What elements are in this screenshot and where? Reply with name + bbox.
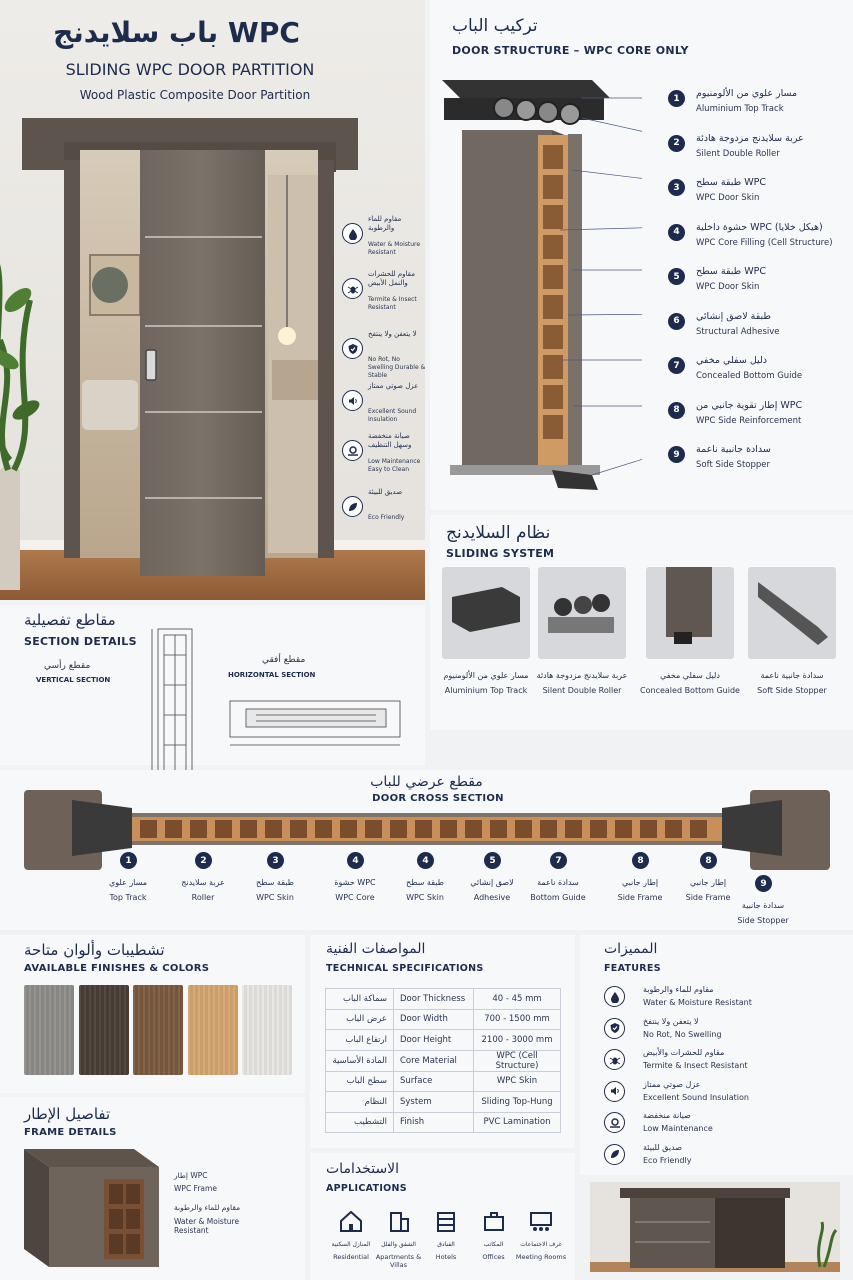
structure-callout: [668, 400, 848, 440]
application-label-en: Apartments & Villas: [375, 1253, 422, 1270]
callout-label-en: WPC Core Filling (Cell Structure): [696, 237, 833, 248]
hero-feature-label-en: Eco Friendly: [368, 514, 405, 521]
spec-row: [326, 1050, 561, 1071]
callout-number: 4: [668, 224, 685, 241]
speaker-icon: [604, 1081, 625, 1102]
callout-label-ar: سدادة ناعمة: [537, 878, 579, 887]
callout-label-en: Structural Adhesive: [696, 326, 780, 337]
spec-row: [326, 989, 561, 1010]
sliding-component: [640, 567, 740, 707]
callout-label-en: Side Stopper: [737, 916, 789, 925]
spec-label-en: Door Width: [394, 1009, 474, 1030]
feature-item: [604, 1046, 849, 1076]
application-label-ar: الشقق والفلل: [381, 1241, 416, 1248]
callout-label-ar: لاصق إنشائي: [470, 878, 514, 887]
specs-table: [325, 988, 561, 1133]
structure-callout: [668, 311, 848, 351]
hero-title-en: SLIDING WPC DOOR PARTITION: [65, 60, 315, 79]
sliding-title-en: SLIDING SYSTEM: [446, 547, 555, 560]
hero-feature-label-ar: لا يتعفن ولا ينتفخ: [368, 330, 417, 338]
shield-check-icon: [342, 338, 363, 359]
feature-label-en: Termite & Insect Resistant: [643, 1061, 748, 1070]
applications-panel: [310, 1153, 575, 1280]
sections-title-en: SECTION DETAILS: [24, 635, 137, 648]
hero-feature-label-en: No Rot, No Swelling Durable & Stable: [368, 356, 425, 379]
spec-label-ar: المادة الأساسية: [326, 1050, 394, 1071]
frame-title-ar: تفاصيل الإطار: [24, 1105, 111, 1123]
callout-label-en: Concealed Bottom Guide: [696, 371, 803, 381]
feature-item: [604, 1141, 849, 1171]
water-drop-icon: [604, 986, 625, 1007]
spec-label-en: Surface: [394, 1071, 474, 1092]
callout-label-ar: حشوة داخلية WPC (هيكل خلايا): [696, 221, 823, 233]
hero-feature-label-ar: صيانة منخفضة وسهل التنظيف: [368, 432, 412, 450]
spec-value: WPC Skin: [474, 1071, 561, 1092]
spec-value: 2100 - 3000 mm: [474, 1030, 561, 1051]
frame-label-1-ar: إطار WPC: [174, 1171, 208, 1180]
meeting-icon: [529, 1209, 553, 1233]
spec-row: [326, 1030, 561, 1051]
structure-title-en: DOOR STRUCTURE – WPC CORE ONLY: [452, 44, 689, 57]
spec-value: Sliding Top-Hung: [474, 1092, 561, 1113]
spec-label-ar: التشطيب: [326, 1112, 394, 1133]
sliding-label-ar: سدادة جانبية ناعمة: [760, 671, 824, 680]
shield-check-icon: [604, 1018, 625, 1039]
callout-number: 1: [120, 852, 137, 869]
feature-label-ar: صيانة منخفضة: [643, 1111, 691, 1120]
hero-feature-item: [340, 270, 425, 320]
spec-value: 40 - 45 mm: [474, 989, 561, 1010]
hero-feature-item: [340, 330, 425, 380]
application-item: [469, 1205, 519, 1280]
features-title-ar: المميزات: [604, 941, 658, 957]
spec-value: 700 - 1500 mm: [474, 1009, 561, 1030]
frame-profile-illustration: [24, 1149, 159, 1274]
structure-panel: [430, 0, 853, 510]
specs-title-ar: المواصفات الفنية: [326, 941, 426, 957]
callout-label-ar: مسار علوي: [108, 878, 148, 887]
sliding-component-photo: [748, 567, 836, 659]
callout-label-en: WPC Skin: [256, 893, 294, 902]
sections-title-ar: مقاطع تفصيلية: [24, 611, 116, 629]
callout-label-en: Silent Double Roller: [696, 148, 780, 159]
callout-number: 2: [668, 135, 685, 152]
cross-callout: [723, 875, 803, 935]
sliding-title-ar: نظام السلايدنج: [446, 523, 551, 543]
feature-label-ar: مقاوم للماء والرطوبة: [643, 985, 714, 994]
feature-label-en: No Rot, No Swelling: [643, 1029, 722, 1039]
callout-number: 7: [550, 852, 567, 869]
spec-row: [326, 1071, 561, 1092]
sliding-label-ar: مسار علوي من الألومنيوم: [443, 671, 529, 680]
sliding-label-en: Concealed Bottom Guide: [640, 686, 740, 695]
specs-title-en: TECHNICAL SPECIFICATIONS: [326, 963, 484, 974]
callout-number: 9: [668, 446, 685, 463]
hero-feature-label-ar: مقاوم للحشرات والنمل الأبيض: [368, 270, 415, 288]
callout-number: 5: [484, 852, 501, 869]
speaker-icon: [342, 390, 363, 411]
callout-label-en: Side Frame: [617, 893, 663, 902]
house-icon: [339, 1209, 363, 1233]
application-label-ar: المنازل السكنية: [331, 1241, 371, 1248]
spec-row: [326, 1009, 561, 1030]
frame-label-2-en: Water & Moisture Resistant: [174, 1217, 240, 1236]
spec-label-ar: عرض الباب: [326, 1009, 394, 1030]
cross-section-panel: [0, 770, 853, 930]
door-structure-cutaway: [442, 70, 642, 510]
hero-subtitle: Wood Plastic Composite Door Partition: [79, 88, 311, 102]
callout-label-ar: سدادة جانبية: [741, 901, 785, 910]
callout-label-ar: طبقة سطح: [405, 878, 445, 887]
structure-callout: [668, 222, 848, 262]
apps-title-ar: الاستخدامات: [326, 1161, 400, 1177]
cross-callout: [88, 852, 168, 912]
application-item: [374, 1205, 424, 1280]
callout-label-ar: طبقة سطح WPC: [696, 266, 767, 277]
spec-label-en: Core Material: [394, 1050, 474, 1071]
feature-label-en: Excellent Sound Insulation: [643, 1092, 749, 1102]
sliding-label-en: Aluminium Top Track: [444, 686, 528, 695]
installed-door-photo: [590, 1182, 840, 1272]
feature-label-ar: لا يتعفن ولا ينتفخ: [643, 1016, 699, 1026]
callout-number: 9: [755, 875, 772, 892]
frame-label-1-en: WPC Frame: [174, 1184, 217, 1193]
leaf-icon: [342, 496, 363, 517]
section-details-panel: [0, 605, 425, 765]
callout-number: 3: [267, 852, 284, 869]
spec-label-en: Door Thickness: [394, 989, 474, 1010]
structure-callout: [668, 355, 848, 395]
building-icon: [387, 1209, 411, 1233]
feature-label-ar: صديق للبيئة: [643, 1142, 683, 1152]
callout-number: 3: [668, 179, 685, 196]
callout-number: 4: [347, 852, 364, 869]
structure-callout: [668, 177, 848, 217]
callout-label-ar: إطار جانبي: [689, 878, 727, 887]
hero-feature-label-ar: عزل صوتي ممتاز: [368, 382, 419, 390]
gear-hand-icon: [604, 1112, 625, 1133]
application-label-ar: الفنادق: [437, 1241, 455, 1248]
hero-feature-item: [340, 488, 425, 538]
structure-callout: [668, 88, 848, 128]
cross-callout: [315, 852, 395, 912]
hero-feature-item: [340, 215, 425, 265]
spec-label-ar: سطح الباب: [326, 1071, 394, 1092]
callout-number: 1: [668, 90, 685, 107]
hero-feature-label-ar: مقاوم للماء والرطوبة: [368, 215, 402, 233]
application-label-en: Hotels: [435, 1253, 457, 1261]
application-label-en: Meeting Rooms: [515, 1253, 567, 1261]
bug-icon: [604, 1049, 625, 1070]
finishes-title-ar: تشطيبات وألوان متاحة: [24, 941, 165, 959]
hero-feature-label-en: Water & Moisture Resistant: [368, 241, 421, 256]
spec-label-ar: النظام: [326, 1092, 394, 1113]
frame-title-en: FRAME DETAILS: [24, 1127, 117, 1138]
feature-label-en: Water & Moisture Resistant: [643, 998, 752, 1007]
application-item: [516, 1205, 566, 1280]
callout-label-en: Roller: [191, 893, 215, 902]
callout-label-en: WPC Skin: [406, 893, 444, 902]
finish-swatch[interactable]: [133, 985, 183, 1075]
callout-label-en: Adhesive: [473, 893, 511, 902]
feature-item: [604, 983, 849, 1013]
gear-hand-icon: [342, 440, 363, 461]
hero-panel: [0, 0, 425, 600]
callout-label-ar: طبقة لاصق إنشائي: [696, 310, 771, 322]
hero-feature-label-ar: صديق للبيئة: [368, 488, 403, 496]
cross-title-en: DOOR CROSS SECTION: [372, 793, 504, 804]
vertical-section-label-en: VERTICAL SECTION: [36, 676, 111, 684]
application-item: [326, 1205, 376, 1280]
features-title-en: FEATURES: [604, 963, 661, 974]
sliding-panel: [430, 515, 853, 730]
spec-value: PVC Lamination: [474, 1112, 561, 1133]
cross-callout: [518, 852, 598, 912]
callout-number: 4: [417, 852, 434, 869]
spec-label-ar: ارتفاع الباب: [326, 1030, 394, 1051]
structure-callout: [668, 133, 848, 173]
application-label-ar: غرف الاجتماعات: [520, 1241, 562, 1248]
sliding-component-photo: [646, 567, 734, 659]
application-item: [421, 1205, 471, 1280]
callout-label-en: WPC Door Skin: [696, 282, 760, 292]
callout-number: 2: [195, 852, 212, 869]
application-label-en: Residential: [333, 1253, 369, 1261]
water-drop-icon: [342, 223, 363, 244]
horizontal-section-label-en: HORIZONTAL SECTION: [228, 671, 316, 679]
callout-label-en: WPC Core: [335, 893, 375, 902]
vertical-section-drawing: [150, 625, 200, 780]
callout-label-ar: حشوة WPC: [334, 878, 376, 887]
horizontal-section-label-ar: مقطع أفقي: [262, 655, 306, 665]
callout-label-en: Side Frame: [685, 893, 731, 902]
sliding-component-photo: [538, 567, 626, 659]
spec-label-en: Finish: [394, 1112, 474, 1133]
feature-item: [604, 1015, 849, 1045]
callout-label-en: WPC Side Reinforcement: [696, 415, 802, 426]
hero-feature-label-en: Low Maintenance Easy to Clean: [368, 458, 421, 473]
bug-icon: [342, 278, 363, 299]
sliding-label-en: Soft Side Stopper: [757, 686, 827, 695]
spec-value: WPC (Cell Structure): [474, 1050, 561, 1071]
cross-title-ar: مقطع عرضي للباب: [370, 774, 483, 790]
hero-feature-label-en: Termite & Insect Resistant: [368, 296, 417, 311]
callout-label-en: Bottom Guide: [530, 893, 586, 902]
cross-callout: [163, 852, 243, 912]
leaf-icon: [604, 1144, 625, 1165]
feature-item: [604, 1078, 849, 1108]
hotel-icon: [434, 1209, 458, 1233]
feature-item: [604, 1109, 849, 1139]
callout-number: 8: [632, 852, 649, 869]
spec-label-ar: سماكة الباب: [326, 989, 394, 1010]
application-label-en: Offices: [482, 1253, 505, 1261]
hero-feature-item: [340, 432, 425, 482]
callout-number: 7: [668, 357, 685, 374]
callout-label-en: WPC Door Skin: [696, 193, 760, 203]
spec-row: [326, 1112, 561, 1133]
callout-label-ar: دليل سفلي مخفي: [696, 355, 767, 366]
briefcase-icon: [482, 1209, 506, 1233]
callout-label-ar: طبقة سطح WPC: [696, 177, 767, 188]
spec-label-en: Door Height: [394, 1030, 474, 1051]
callout-number: 5: [668, 268, 685, 285]
sliding-label-ar: دليل سفلي مخفي: [660, 671, 720, 680]
hero-feature-label-en: Excellent Sound Insulation: [368, 408, 417, 423]
sliding-label-ar: عربة سلايدنج مزدوجة هادئة: [536, 671, 628, 680]
horizontal-section-drawing: [226, 695, 406, 750]
sliding-component: [538, 567, 630, 707]
hero-feature-item: [340, 382, 425, 432]
sliding-label-en: Silent Double Roller: [542, 686, 622, 695]
structure-callout: [668, 266, 848, 306]
feature-label-en: Low Maintenance: [643, 1124, 713, 1133]
callout-label-en: Top Track: [109, 893, 147, 902]
finish-swatch[interactable]: [79, 985, 129, 1075]
hero-title: باب سلايدنج WPC: [53, 16, 300, 49]
callout-label-ar: سدادة جانبية ناعمة: [696, 444, 771, 455]
sliding-component: [442, 567, 534, 707]
structure-callout: [668, 444, 848, 484]
cross-callout: [235, 852, 315, 912]
callout-number: 8: [668, 402, 685, 419]
vertical-section-label-ar: مقطع رأسي: [44, 661, 91, 671]
callout-number: 8: [700, 852, 717, 869]
frame-panel: [0, 1097, 305, 1280]
features-panel: [580, 935, 853, 1175]
spec-row: [326, 1092, 561, 1113]
callout-label-ar: عربة سلايدنج مزدوجة هادئة: [696, 132, 804, 144]
callout-label-ar: إطار جانبي: [621, 878, 659, 887]
sliding-component-photo: [442, 567, 530, 659]
callout-label-ar: طبقة سطح: [255, 878, 295, 887]
application-label-ar: المكاتب: [483, 1241, 504, 1248]
callout-label-en: Soft Side Stopper: [696, 460, 771, 470]
specs-panel: [310, 935, 575, 1148]
finishes-panel: [0, 935, 305, 1093]
feature-label-ar: عزل صوتي ممتاز: [643, 1079, 701, 1089]
feature-label-ar: مقاوم للحشرات والأبيض: [643, 1048, 725, 1057]
feature-label-en: Eco Friendly: [643, 1155, 692, 1165]
callout-label-ar: عربة سلايدنج: [181, 878, 225, 887]
callout-label-en: Aluminium Top Track: [696, 104, 784, 114]
sliding-component: [748, 567, 840, 707]
apps-title-en: APPLICATIONS: [326, 1183, 407, 1194]
spec-label-en: System: [394, 1092, 474, 1113]
frame-label-2-ar: مقاوم للماء والرطوبة: [174, 1203, 241, 1212]
finishes-title-en: AVAILABLE FINISHES & COLORS: [24, 963, 210, 974]
finish-swatch[interactable]: [24, 985, 74, 1075]
structure-title-ar: تركيب الباب: [452, 16, 538, 36]
callout-label-ar: إطار تقوية جانبي من WPC: [696, 399, 803, 411]
finish-swatch[interactable]: [188, 985, 238, 1075]
callout-label-ar: مسار علوي من الألومنيوم: [696, 88, 798, 99]
callout-number: 6: [668, 313, 685, 330]
finish-swatch[interactable]: [242, 985, 292, 1075]
